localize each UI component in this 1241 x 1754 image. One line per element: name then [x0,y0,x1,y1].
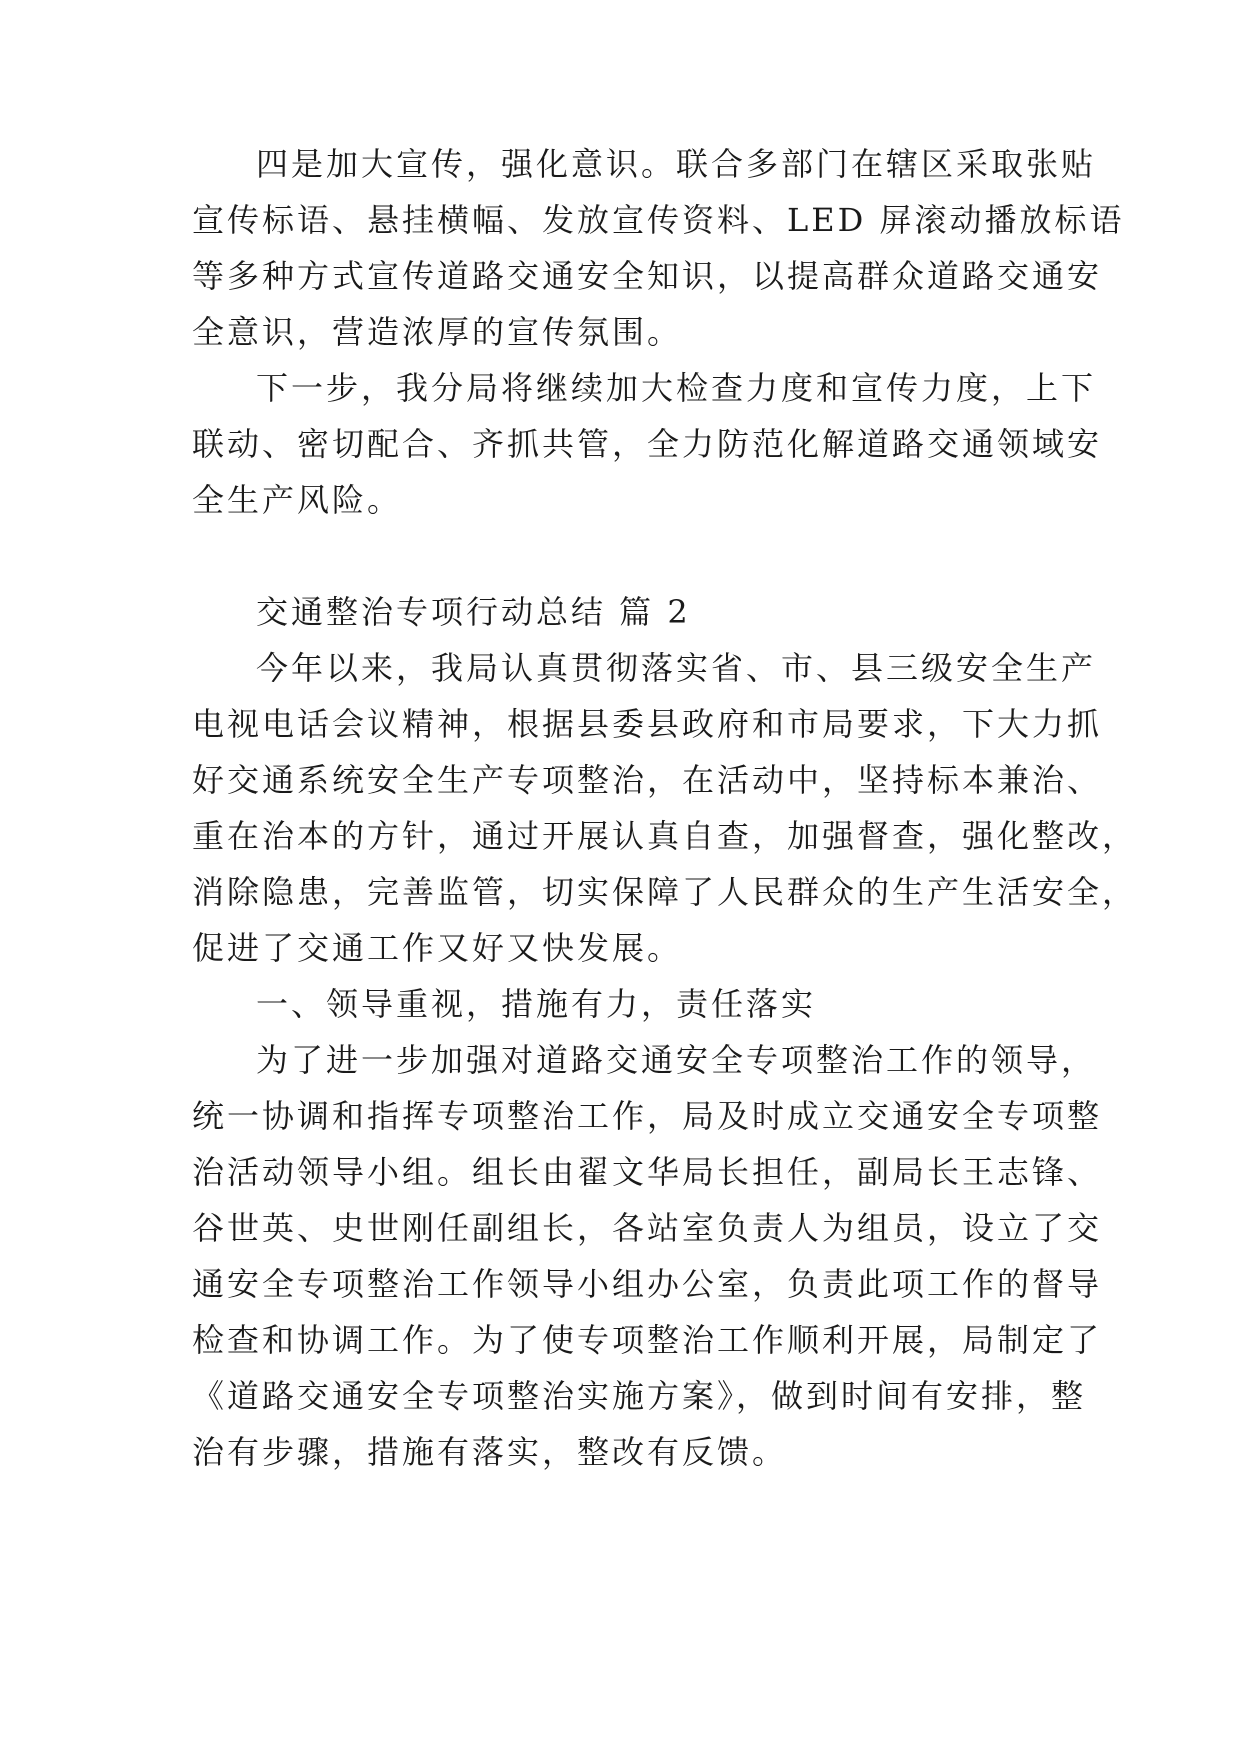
paragraph-line: 等多种方式宣传道路交通安全知识，以提高群众道路交通安 [192,257,1103,295]
paragraph-line: 统一协调和指挥专项整治工作，局及时成立交通安全专项整 [192,1097,1103,1135]
paragraph-line: 四是加大宣传，强化意识。联合多部门在辖区采取张贴 [256,145,1097,183]
paragraph-line: 全生产风险。 [192,481,403,519]
paragraph-line: 宣传标语、悬挂横幅、发放宣传资料、LED 屏滚动播放标语 [192,201,1125,239]
paragraph-line: 通安全专项整治工作领导小组办公室，负责此项工作的督导 [192,1265,1103,1303]
paragraph-line: 谷世英、史世刚任副组长，各站室负责人为组员，设立了交 [192,1209,1103,1247]
paragraph-line: 消除隐患，完善监管，切实保障了人民群众的生产生活安全， [192,873,1138,911]
paragraph-line: 《道路交通安全专项整治实施方案》，做到时间有安排，整 [192,1377,1087,1415]
paragraph-line: 全意识，营造浓厚的宣传氛围。 [192,313,683,351]
paragraph-line: 今年以来，我局认真贯彻落实省、市、县三级安全生产 [256,649,1097,687]
paragraph-line: 电视电话会议精神，根据县委县政府和市局要求，下大力抓 [192,705,1103,743]
paragraph-line: 好交通系统安全生产专项整治，在活动中，坚持标本兼治、 [192,761,1103,799]
paragraph-line: 治活动领导小组。组长由翟文华局长担任，副局长王志锋、 [192,1153,1103,1191]
paragraph-line: 重在治本的方针，通过开展认真自查，加强督查，强化整改， [192,817,1138,855]
paragraph-line: 为了进一步加强对道路交通安全专项整治工作的领导， [256,1041,1097,1079]
subheading: 一、领导重视，措施有力，责任落实 [256,985,817,1023]
paragraph-line: 联动、密切配合、齐抓共管，全力防范化解道路交通领域安 [192,425,1103,463]
paragraph-line: 促进了交通工作又好又快发展。 [192,929,683,967]
paragraph-line: 下一步，我分局将继续加大检查力度和宣传力度，上下 [256,369,1097,407]
paragraph-line: 治有步骤，措施有落实，整改有反馈。 [192,1433,788,1471]
section-title: 交通整治专项行动总结 篇 2 [256,593,691,631]
paragraph-line: 检查和协调工作。为了使专项整治工作顺利开展，局制定了 [192,1321,1103,1359]
